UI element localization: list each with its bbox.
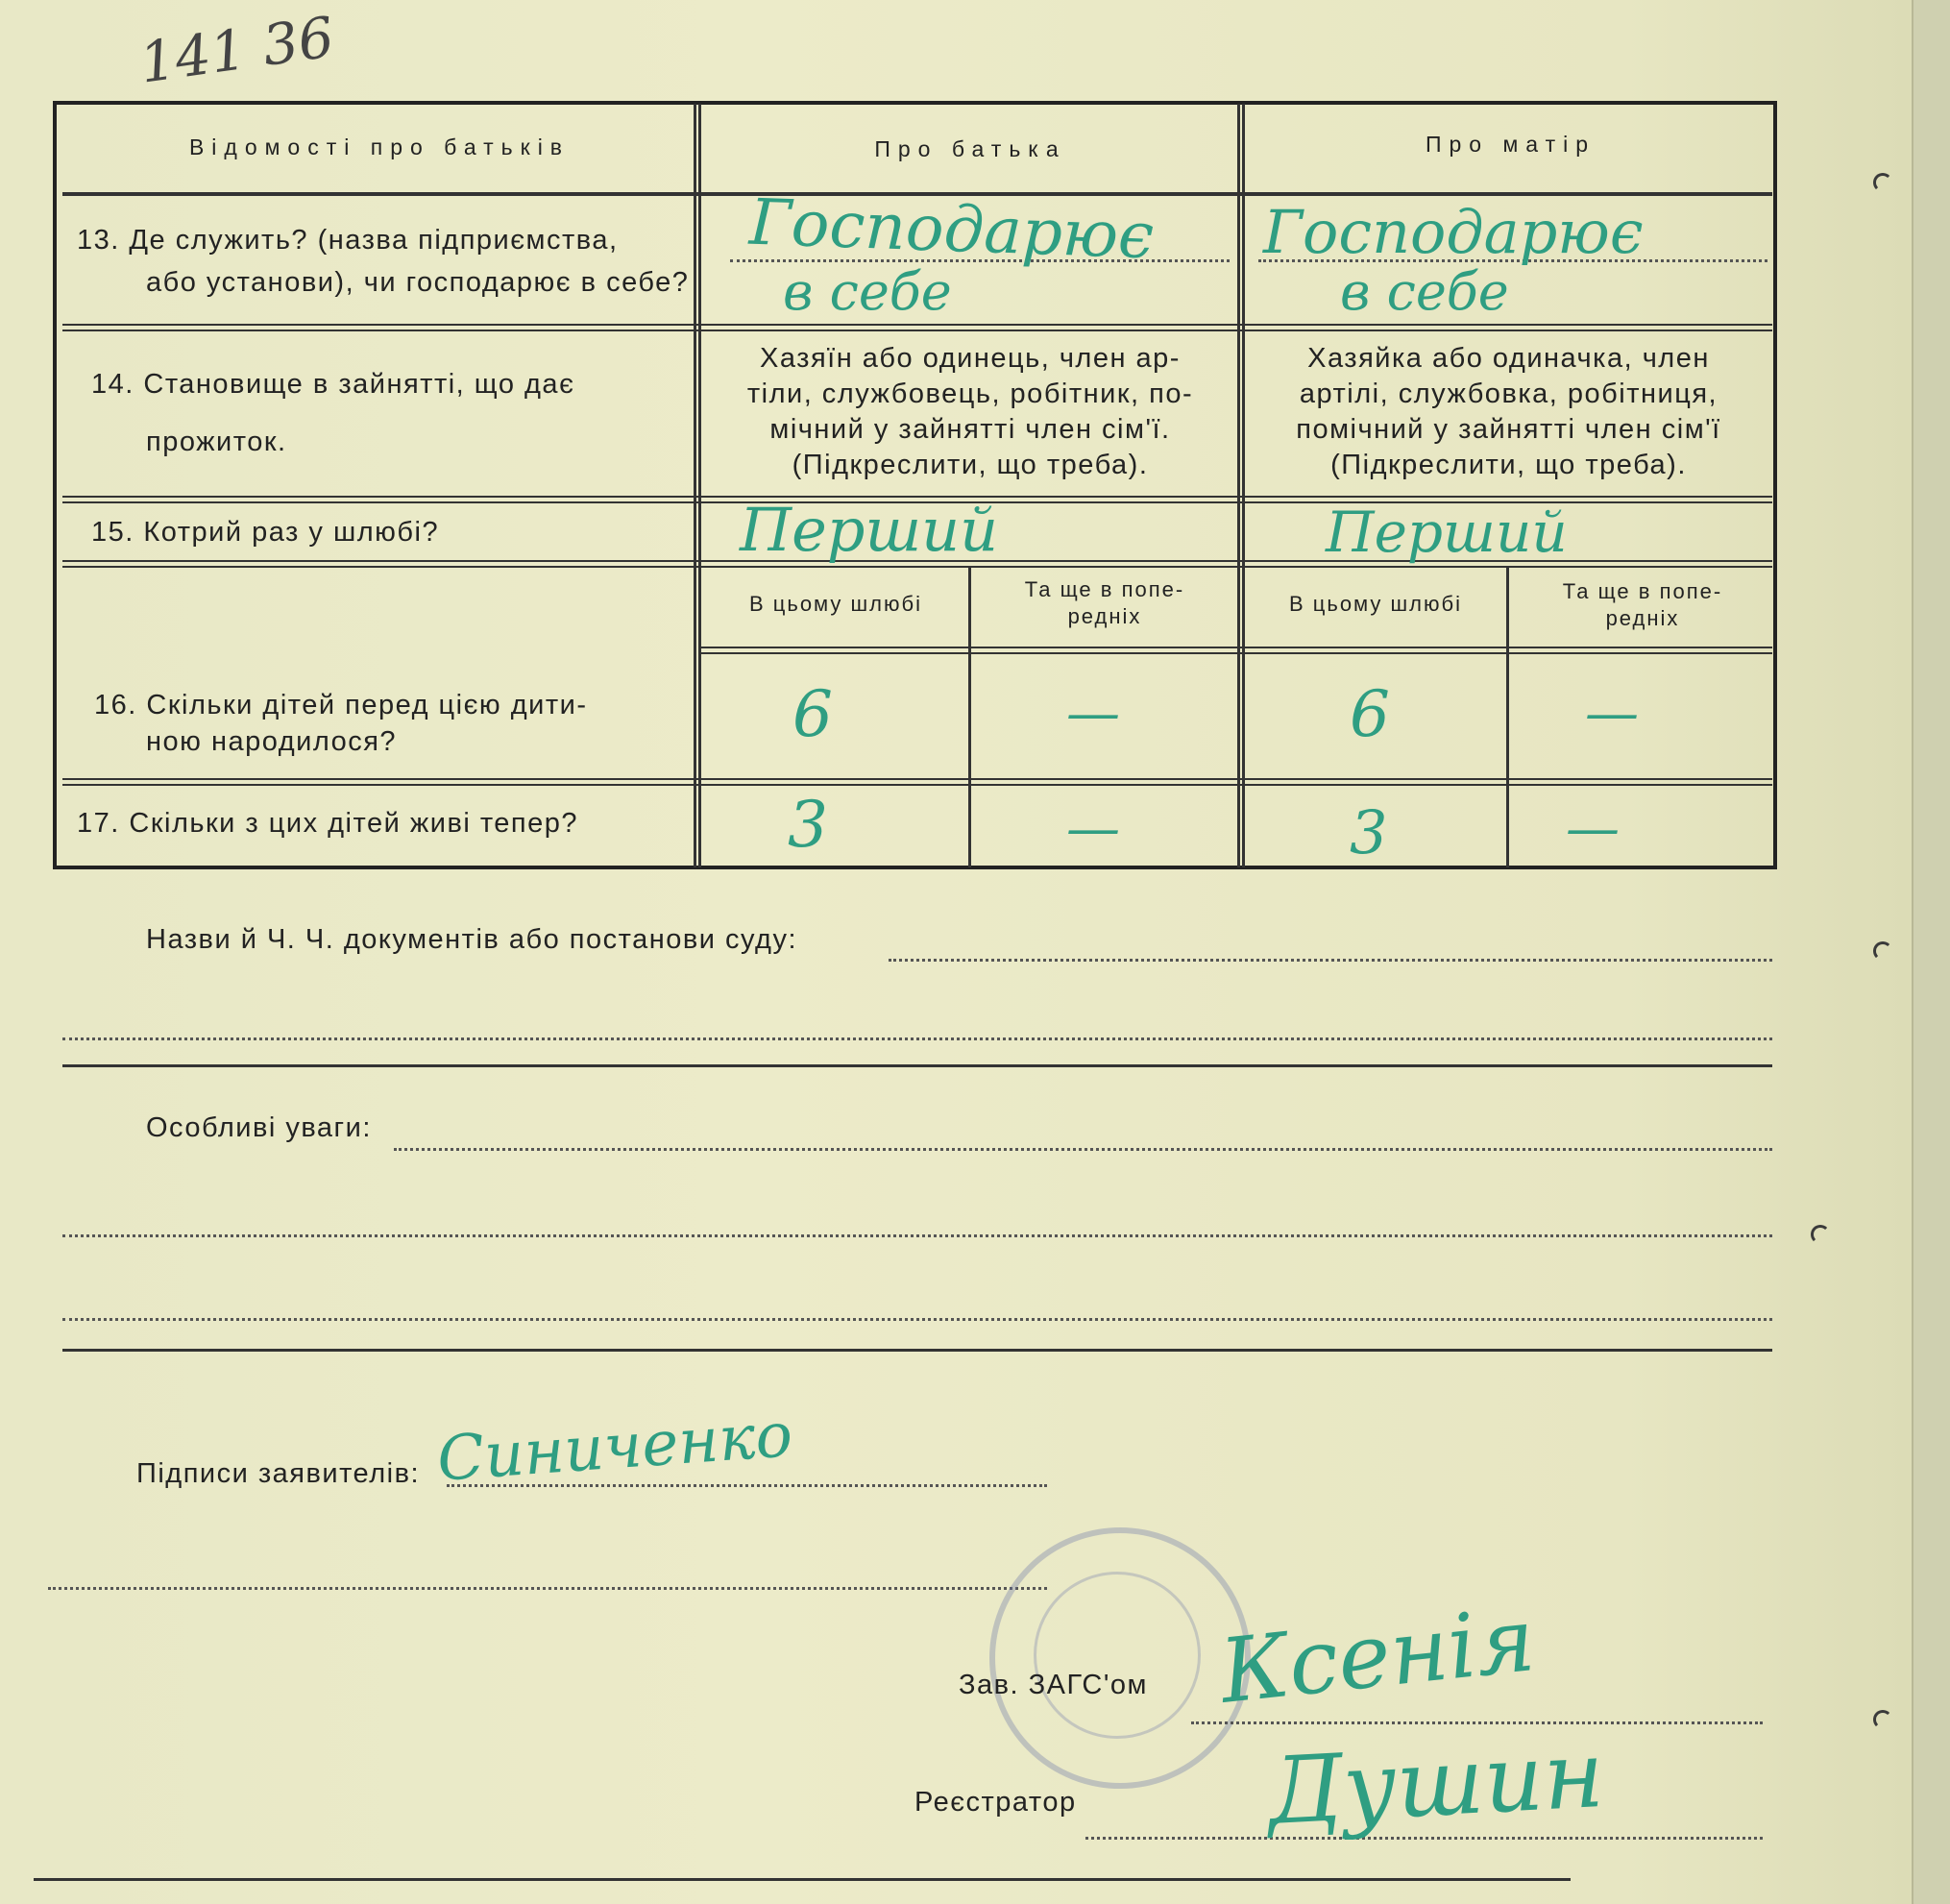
binder-hole [1873, 173, 1892, 192]
official-stamp [989, 1527, 1251, 1789]
subheader-previous-line2: редніх [1067, 604, 1142, 628]
q14-father-option-line: (Підкреслити, що треба). [792, 450, 1149, 480]
q17-mother-this: 3 [1350, 797, 1388, 867]
registrar-signature: Душин [1265, 1720, 1607, 1846]
subheader-mother-this-marriage: В цьому шлюбі [1288, 592, 1463, 616]
row-divider [62, 778, 1772, 780]
q13-mother-answer-line2: в себе [1340, 261, 1509, 322]
subheader-previous-line2: редніх [1605, 606, 1680, 630]
head-signature: Ксенія [1215, 1588, 1540, 1723]
subheader-mother-previous [1513, 578, 1772, 632]
applicants-label: Підписи заявителів: [136, 1458, 421, 1489]
q13-label-line1: 13. Де служить? (назва підприємства, [77, 225, 619, 256]
q15-father-answer: Перший [740, 495, 999, 565]
notes-dotline [62, 1318, 1772, 1321]
stamp-inner-ring [1034, 1572, 1201, 1739]
q14-mother-options [1247, 341, 1770, 483]
notes-dotline [62, 1234, 1772, 1237]
section-rule [62, 1349, 1772, 1352]
section-rule [62, 1064, 1772, 1067]
row-divider [62, 566, 1772, 568]
q14-father-option-line: Хазяїн або одинець, член ар- [760, 343, 1181, 374]
col-divider [694, 104, 696, 867]
col-divider [1242, 104, 1245, 867]
applicants-dotline [48, 1587, 1047, 1590]
q14-father-option-line: тіли, службовець, робітник, по- [746, 378, 1194, 409]
notes-label: Особливі уваги: [146, 1112, 372, 1143]
col-divider [1237, 104, 1240, 867]
q14-father-option-line: мічний у зайнятті член сім'ї. [769, 414, 1171, 445]
q14-mother-option-line: (Підкреслити, що треба). [1330, 450, 1687, 480]
head-dotline [1191, 1721, 1763, 1724]
archive-number: 141 36 [135, 4, 338, 96]
col-divider [1506, 567, 1509, 867]
q17-father-prev: — [1066, 797, 1120, 860]
q14-mother-option-line: помічний у зайнятті член сім'ї [1296, 414, 1721, 445]
col-divider [968, 567, 971, 867]
q13-father-answer-line1: Господарює [747, 184, 1156, 274]
q14-label-line1: 14. Становище в зайнятті, що дає [91, 369, 575, 400]
q13-mother-answer-line1: Господарює [1263, 197, 1644, 267]
subheader-previous-line1: Та ще в попе- [1024, 577, 1185, 601]
q14-father-options [706, 341, 1234, 483]
binder-hole [1873, 1710, 1892, 1729]
q16-mother-prev: — [1585, 682, 1639, 745]
q17-label: 17. Скільки з цих дітей живі тепер? [77, 808, 579, 839]
col-divider [698, 104, 701, 867]
head-label: Зав. ЗАГС'ом [959, 1670, 1148, 1700]
q15-label: 15. Котрий раз у шлюбі? [91, 517, 440, 548]
binder-hole [1811, 1225, 1830, 1244]
q17-mother-prev: — [1566, 797, 1620, 860]
q16-label-line1: 16. Скільки дітей перед цією дити- [94, 690, 588, 720]
header-mother: Про матір [1425, 132, 1597, 157]
applicants-signature: Синиченко [434, 1400, 795, 1496]
q13-father-answer-line2: в себе [783, 261, 952, 322]
row-divider [62, 324, 1772, 326]
page-edge [1912, 0, 1950, 1904]
documents-label: Назви й Ч. Ч. документів або постанови суду: [146, 924, 798, 955]
bottom-rule [34, 1878, 1571, 1881]
documents-dotline [889, 959, 1772, 962]
q16-father-this: 6 [792, 677, 833, 751]
header-father: Про батька [874, 136, 1066, 161]
q14-label-line2: прожиток. [146, 427, 287, 457]
row-divider [62, 330, 1772, 331]
q16-mother-this: 6 [1350, 677, 1390, 751]
subheader-previous-line1: Та ще в попе- [1562, 579, 1723, 603]
q13-label-line2: або установи), чи господарює в себе? [146, 267, 690, 298]
q14-mother-option-line: Хазяйка або одиначка, член [1307, 343, 1710, 374]
subheader-father-this-marriage: В цьому шлюбі [748, 592, 923, 616]
binder-hole [1873, 941, 1892, 961]
subheader-father-previous [975, 576, 1234, 630]
q14-mother-option-line: артілі, службовка, робітниця, [1299, 378, 1718, 409]
header-parents-info: Відомості про батьків [188, 134, 571, 159]
q17-father-this: 3 [788, 788, 828, 862]
row-divider [62, 784, 1772, 786]
q16-label-line2: ною народилося? [146, 726, 398, 757]
q15-mother-answer: Перший [1326, 500, 1568, 565]
registrar-label: Реєстратор [914, 1787, 1077, 1818]
notes-dotline [394, 1148, 1772, 1151]
q16-father-prev: — [1066, 682, 1120, 745]
documents-dotline [62, 1037, 1772, 1040]
